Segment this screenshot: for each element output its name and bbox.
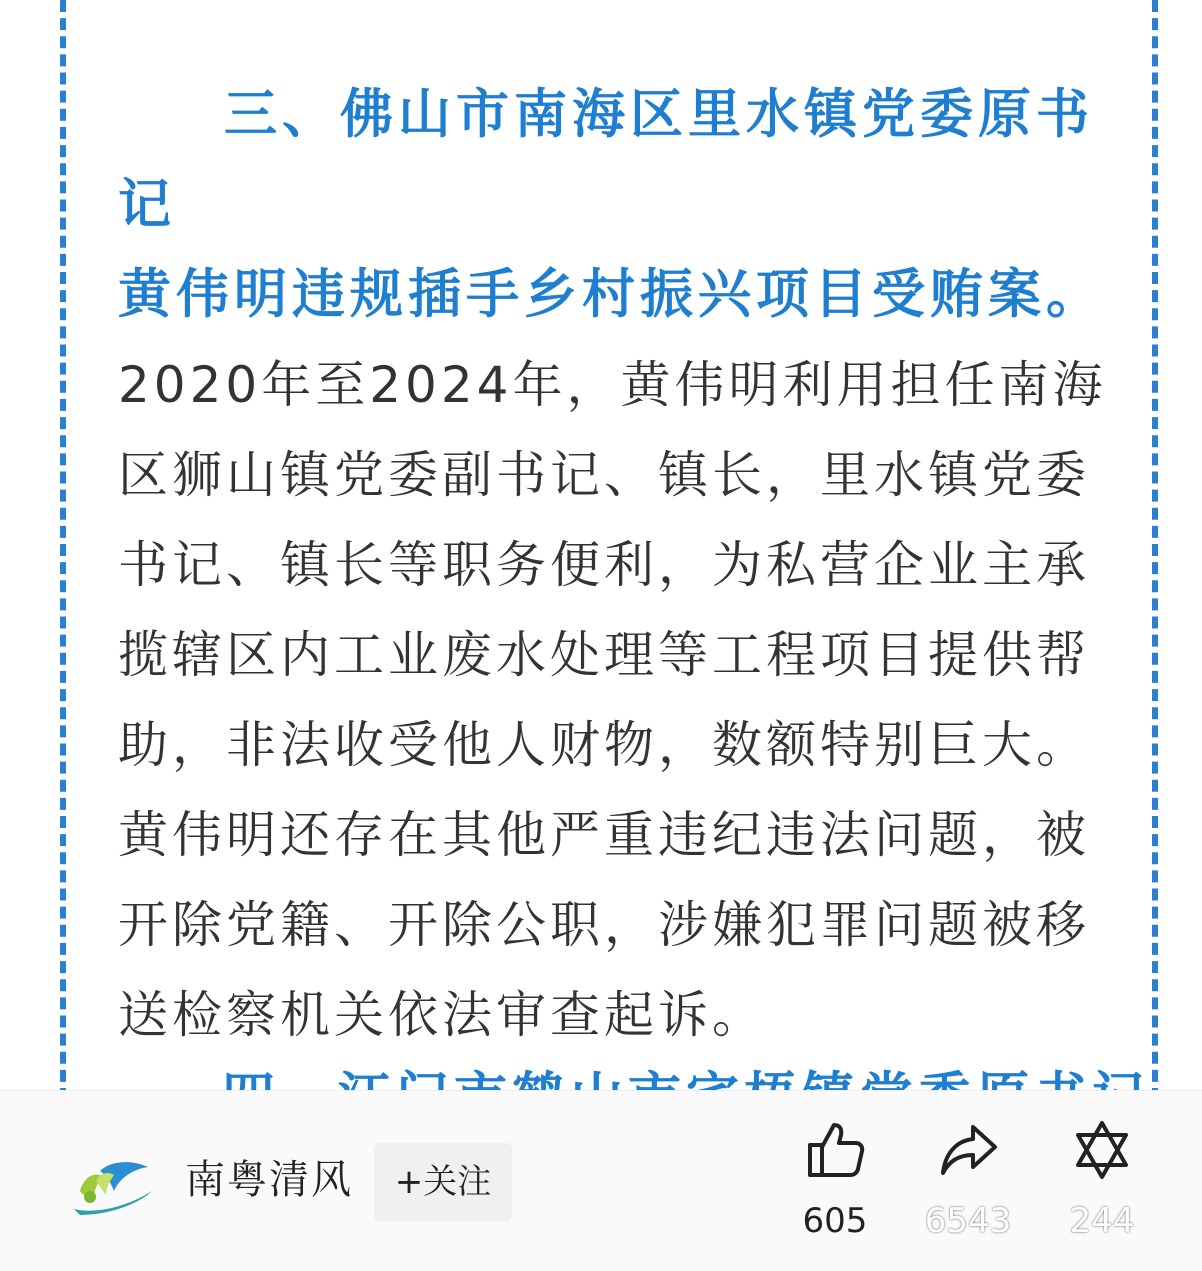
heading-line-2: 黄伟明违规插手乡村振兴项目受贿案。: [118, 264, 1104, 325]
share-button[interactable]: [918, 1119, 1018, 1241]
collect-button[interactable]: [1052, 1119, 1152, 1241]
heading-line-1: 三、佛山市南海区里水镇党委原书记: [118, 84, 1094, 235]
collect-count: 244: [1069, 1201, 1135, 1241]
account-name[interactable]: 南粤清风: [185, 1157, 353, 1203]
section-heading: [118, 70, 1108, 340]
article-body: 2020年至2024年，黄伟明利用担任南海区狮山镇党委副书记、镇长，里水镇党委书记、镇长等职务便利，为私营企业主承揽辖区内工业废水处理等工程项目提供帮助，非法收受他人财物，数额特别巨大。黄伟明还存在其他严重违纪违法问题，被开除党籍、开除公职，涉嫌犯罪问题被移送检察机关依法审查起诉。: [118, 356, 1107, 1044]
share-count: 6543: [924, 1201, 1012, 1241]
share-arrow-icon: [937, 1119, 999, 1181]
thumbs-up-icon: [804, 1119, 866, 1181]
bottom-action-bar: [0, 1090, 1202, 1271]
star-of-david-collect-icon: [1071, 1119, 1133, 1181]
dashed-border-left: [60, 0, 66, 1100]
article-content: [118, 70, 1108, 1060]
like-count: 605: [802, 1201, 868, 1241]
like-button[interactable]: [785, 1119, 885, 1241]
follow-button[interactable]: +关注: [374, 1143, 512, 1221]
dashed-border-right: [1152, 0, 1158, 1100]
account-logo-icon[interactable]: [70, 1151, 156, 1217]
